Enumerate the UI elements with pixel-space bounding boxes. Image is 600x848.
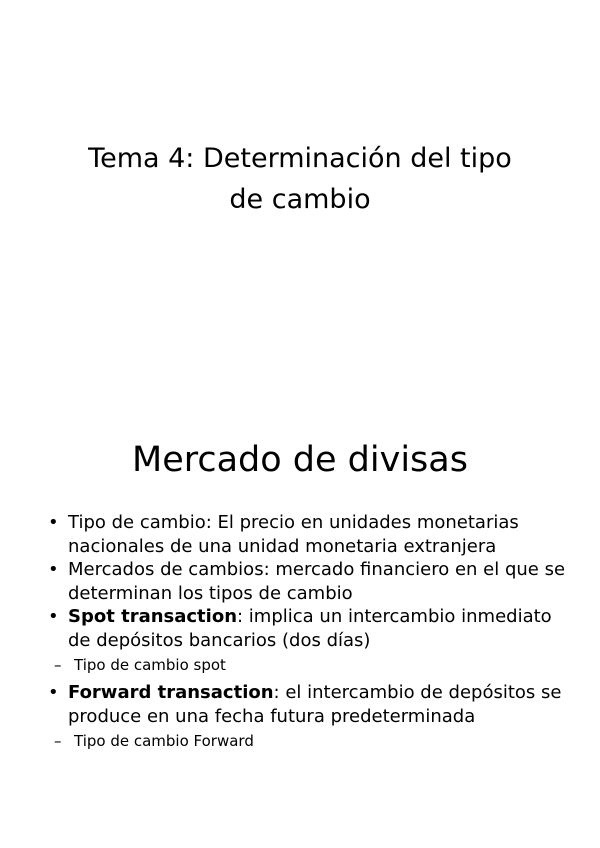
- slide-title: [40, 138, 560, 220]
- dash-icon: –: [54, 732, 62, 750]
- bullet-icon: •: [48, 512, 59, 533]
- slide-title-line-1: Tema 4: Determinación del tipo: [88, 143, 512, 174]
- bullet-item-spot-transaction: [48, 605, 578, 652]
- section-title: Mercado de divisas: [132, 440, 468, 480]
- bullet-text: Mercados de cambios: mercado financiero en el que se determinan los tipos de cambio: [68, 559, 566, 604]
- bullet-item-exchange-rate: [48, 511, 578, 558]
- bullet-icon: •: [48, 559, 59, 580]
- bullet-text: Tipo de cambio: El precio en unidades monetarias nacionales de una unidad monetaria extranjera: [68, 512, 519, 557]
- sub-item-text: Tipo de cambio spot: [74, 656, 226, 674]
- bullet-term: Forward transaction: [68, 682, 274, 703]
- bullet-item-forward-transaction: [48, 681, 578, 728]
- bullet-term: Spot transaction: [68, 606, 238, 627]
- bullet-item-exchange-markets: [48, 558, 578, 605]
- bullet-text: : el intercambio de depósitos se produce en una fecha futura predeterminada: [68, 682, 562, 727]
- bullet-icon: •: [48, 682, 59, 703]
- dash-icon: –: [54, 656, 62, 674]
- slide-2: [0, 424, 600, 848]
- bullet-list: [48, 511, 578, 757]
- slide-title-line-2: de cambio: [229, 184, 371, 215]
- bullet-icon: •: [48, 606, 59, 627]
- bullet-text: : implica un intercambio inmediato de depósitos bancarios (dos días): [68, 606, 552, 651]
- sub-item-forward-rate: [48, 730, 578, 752]
- sub-item-spot-rate: [48, 654, 578, 676]
- sub-item-text: Tipo de cambio Forward: [74, 732, 254, 750]
